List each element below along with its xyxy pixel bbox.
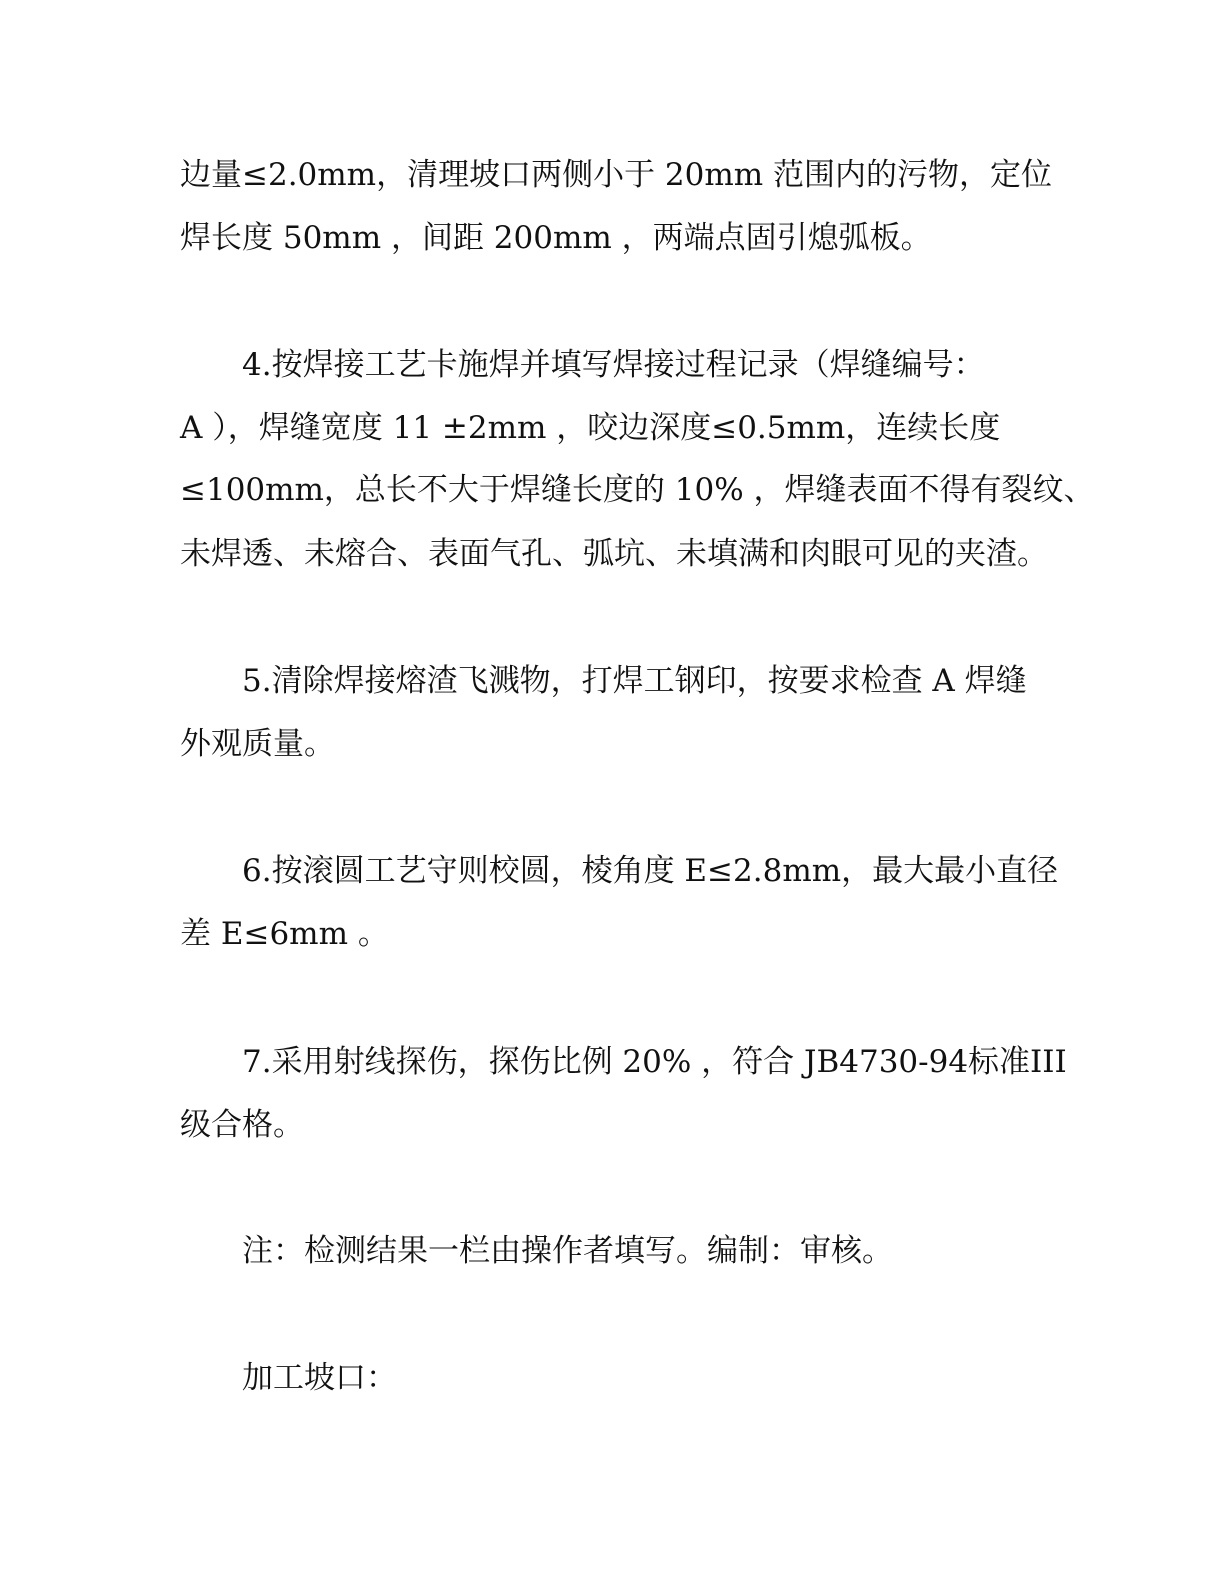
paragraph-4-line-1: 4.按焊接工艺卡施焊并填写焊接过程记录（焊缝编号： (242, 347, 985, 383)
paragraph-4-line-2: A ），焊缝宽度 11 ±2mm ，咬边深度≤0.5mm，连续长度 (180, 410, 1001, 446)
paragraph-6-line-1: 6.按滚圆工艺守则校圆，棱角度 E≤2.8mm，最大最小直径 (242, 853, 1059, 889)
paragraph-4-line-3: ≤100mm，总长不大于焊缝长度的 10% ，焊缝表面不得有裂纹、 (180, 472, 1095, 508)
paragraph-7-line-1: 7.采用射线探伤，探伤比例 20% ，符合 JB4730-94标准III (242, 1044, 1067, 1080)
paragraph-5-line-2: 外观质量。 (180, 726, 335, 762)
bevel-heading: 加工坡口： (242, 1360, 397, 1396)
note-line: 注：检测结果一栏由操作者填写。编制：审核。 (242, 1233, 893, 1269)
paragraph-5-line-1: 5.清除焊接熔渣飞溅物，打焊工钢印，按要求检查 A 焊缝 (242, 663, 1027, 699)
paragraph-7-line-2: 级合格。 (180, 1107, 304, 1143)
paragraph-3-line-2: 焊长度 50mm ，间距 200mm ，两端点固引熄弧板。 (180, 220, 932, 256)
paragraph-4-line-4: 未焊透、未熔合、表面气孔、弧坑、未填满和肉眼可见的夹渣。 (180, 536, 1048, 572)
paragraph-3-line-1: 边量≤2.0mm，清理坡口两侧小于 20mm 范围内的污物，定位 (180, 157, 1053, 193)
paragraph-6-line-2: 差 E≤6mm 。 (180, 916, 389, 952)
